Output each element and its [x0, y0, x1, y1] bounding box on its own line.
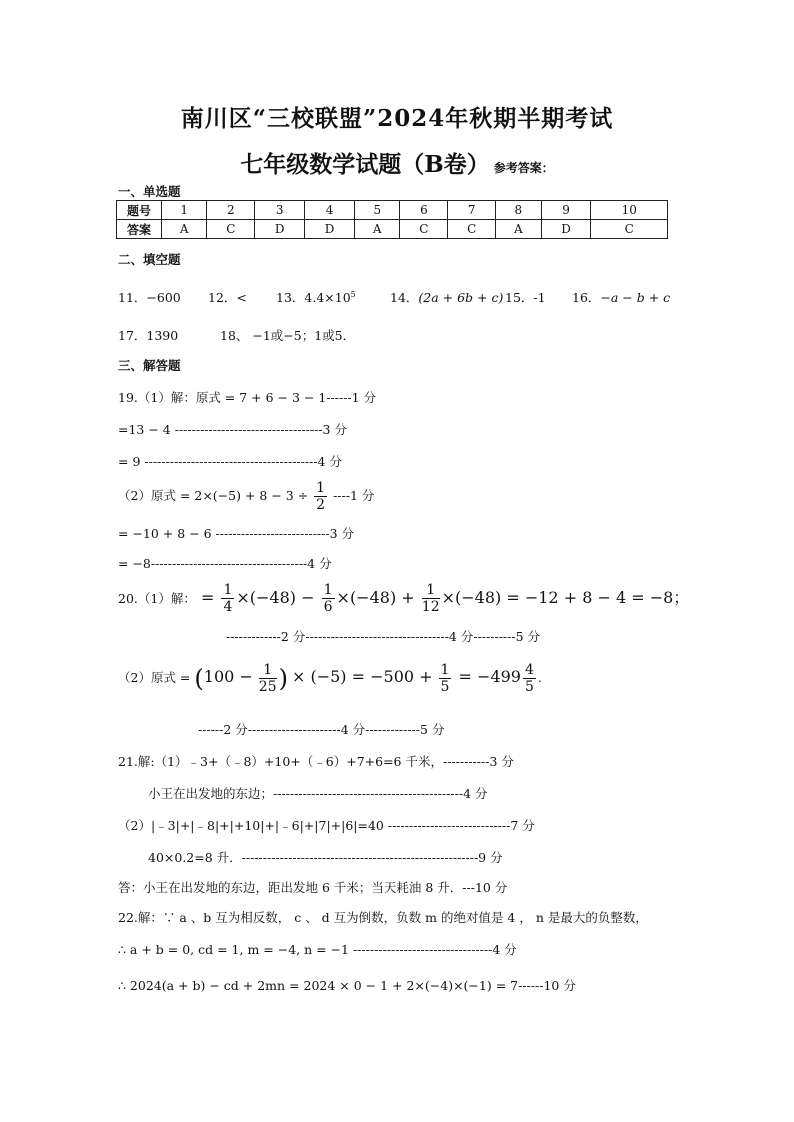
numerator: 1 [422, 582, 440, 599]
table-cell: 1 [162, 201, 207, 220]
fraction [439, 662, 452, 695]
q19-line-6: = −8-------------------------------------4 分 [118, 556, 332, 571]
q20-2-term: = −499 [453, 667, 521, 686]
table-cell: C [400, 220, 448, 239]
q19-line-2: =13 − 4 -----------------------------------3 分 [118, 422, 347, 437]
q21-line-4: 40×0.2=8 升．--------------------------------------------------------9 分 [148, 850, 503, 865]
answer-q17: 17．1390 [118, 328, 179, 343]
q20-term: ×(−48) = −12 + 8 − 4 = −8； [441, 588, 690, 607]
table-cell: A [496, 220, 541, 239]
paren-open: ( [194, 664, 204, 693]
q13-exponent: 5 [350, 289, 356, 299]
q20-term: ×(−48) + [336, 588, 415, 607]
q21-line-3: （2）|﹣3|+|﹣8|+|+10|+|﹣6|+|7|+|6|=40 -----------------------------7 分 [118, 818, 535, 833]
q19-line-1: 19.（1）解：原式 = 7 + 6 − 3 − 1------1 分 [118, 390, 377, 405]
q20-score-1: -------------2 分----------------------------------4 分----------5 分 [226, 629, 541, 644]
table-cell: C [448, 220, 496, 239]
table-cell: 10 [591, 201, 668, 220]
q13-label: 13． [276, 290, 305, 305]
table-cell: C [207, 220, 255, 239]
q20-label: 20.（1）解： [118, 591, 196, 606]
answer-table [116, 200, 668, 239]
reference-label: 参考答案： [493, 161, 554, 175]
table-cell: D [255, 220, 305, 239]
denominator: 5 [524, 679, 534, 695]
q20-2-term: 100 − [203, 667, 253, 686]
section-heading-single-choice: 一、单选题 [118, 184, 181, 199]
table-cell: 3 [255, 201, 305, 220]
numerator: 4 [524, 662, 534, 678]
page-title: 南川区“三校联盟”2024年秋期半期考试 [180, 105, 614, 132]
table-cell: A [162, 220, 207, 239]
q14-expression: (2a + 6b + c) [418, 290, 504, 305]
fraction [322, 582, 335, 615]
answer-q11: 11．−600 [118, 290, 181, 305]
fraction [221, 582, 234, 615]
q19-line-5: = −10 + 8 − 6 ---------------------------3 分 [118, 526, 355, 541]
q21-line-5: 答：小王在出发地的东边，距出发地 6 千米；当天耗油 8 升．---10 分 [118, 880, 508, 895]
table-cell: 5 [355, 201, 400, 220]
q19-expr: （2）原式 = 2×(−5) + 8 − 3 ÷ [118, 488, 309, 503]
q19-score: ----1 分 [333, 488, 375, 503]
q21-line-2: 小王在出发地的东边；---------------------------------------------4 分 [148, 786, 488, 801]
denominator: 4 [223, 599, 233, 615]
numerator: 1 [440, 662, 450, 678]
fraction [523, 662, 536, 695]
answer-q13 [276, 288, 356, 306]
q20-eq: = [200, 588, 215, 607]
q14-label: 14． [390, 290, 419, 305]
table-cell: 2 [207, 201, 255, 220]
q19-line-4 [118, 480, 374, 513]
fraction [259, 662, 277, 695]
q19-line-3: = 9 -----------------------------------------4 分 [118, 454, 342, 469]
q20-2-label: （2）原式 = [118, 670, 191, 685]
subtitle-text: 七年级数学试题（B卷） [240, 151, 490, 178]
table-cell: 6 [400, 201, 448, 220]
numerator: 1 [259, 662, 277, 679]
q22-line-2: ∴ a + b = 0, cd = 1, m = −4, n = −1 ---------------------------------4 分 [118, 942, 517, 957]
table-cell: C [591, 220, 668, 239]
table-cell: 9 [541, 201, 591, 220]
numerator: 1 [323, 582, 333, 598]
q20-score-2: ------2 分----------------------4 分-------------5 分 [198, 722, 445, 737]
fraction [422, 582, 440, 615]
q21-line-1: 21.解:（1）﹣3+（﹣8）+10+（﹣6）+7+6=6 千米，-----------3 分 [118, 754, 514, 769]
q22-line-3: ∴ 2024(a + b) − cd + 2mn = 2024 × 0 − 1 + 2×(−4)×(−1) = 7------10 分 [118, 978, 576, 993]
q22-line-1: 22.解：∵ a 、b 互为相反数， c 、 d 互为倒数，负数 m 的绝对值是 4 ， n 是最大的负整数， [118, 910, 648, 925]
answer-q14 [390, 288, 503, 306]
answer-q16 [572, 288, 670, 306]
table-header-cell: 答案 [117, 220, 162, 239]
section-heading-solutions: 三、解答题 [118, 358, 181, 373]
answer-q15: 15．-1 [505, 290, 546, 305]
denominator: 5 [440, 679, 450, 695]
table-row-answers [117, 220, 668, 239]
table-cell: D [305, 220, 355, 239]
denominator: 12 [421, 599, 440, 615]
fraction [314, 480, 327, 513]
paren-close: ) [278, 664, 288, 693]
table-cell: 7 [448, 201, 496, 220]
numerator: 1 [223, 582, 233, 598]
table-header-cell: 题号 [117, 201, 162, 220]
q20-2-term: × (−5) = −500 + [291, 667, 433, 686]
numerator: 1 [316, 480, 326, 496]
table-cell: 4 [305, 201, 355, 220]
q20-line-2 [118, 662, 542, 695]
table-row-questions [117, 201, 668, 220]
page-subtitle [0, 146, 794, 179]
q16-expression: −a − b + c [600, 290, 671, 305]
section-heading-fill-blank: 二、填空题 [118, 252, 181, 267]
denominator: 25 [258, 679, 277, 695]
answer-q18: 18、 −1或−5；1或5． [220, 328, 356, 343]
table-cell: 8 [496, 201, 541, 220]
period: . [537, 670, 542, 685]
q20-term: ×(−48) − [236, 588, 315, 607]
q13-base: 4.4×10 [304, 290, 351, 305]
q20-line-1 [118, 582, 689, 615]
denominator: 6 [323, 599, 333, 615]
answer-q12: 12．< [208, 290, 247, 305]
denominator: 2 [316, 497, 326, 513]
table-cell: D [541, 220, 591, 239]
q16-label: 16． [572, 290, 601, 305]
table-cell: A [355, 220, 400, 239]
